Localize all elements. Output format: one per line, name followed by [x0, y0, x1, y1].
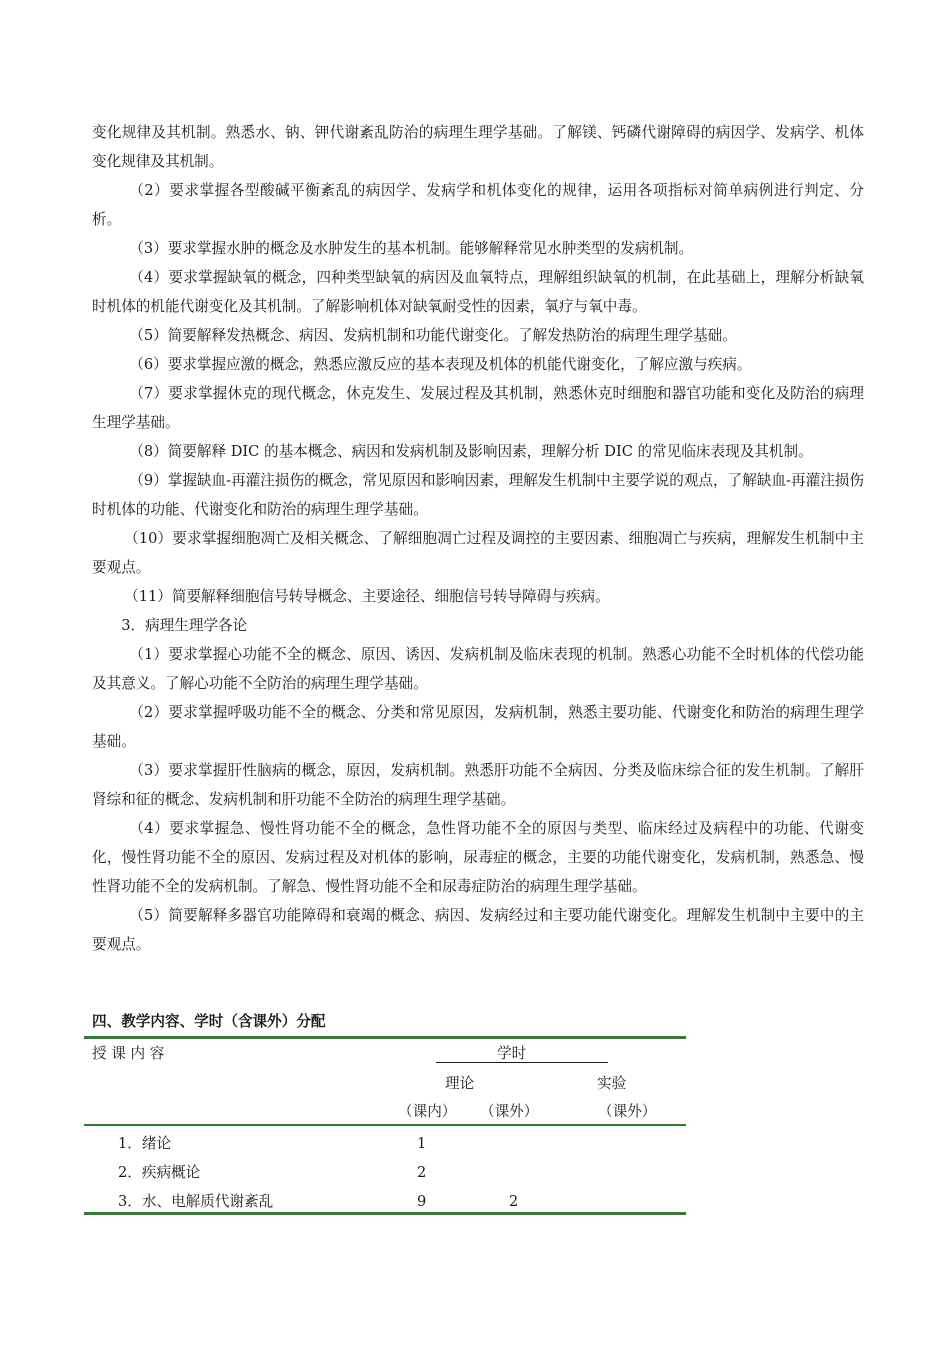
paragraph: （2）要求掌握呼吸功能不全的概念、分类和常见原因，发病机制，熟悉主要功能、代谢变化和防治的病理生理学基础。: [92, 704, 864, 750]
row-hours-in-class: 1: [417, 1135, 427, 1152]
header-theory: 理论: [445, 1075, 475, 1092]
header-lab-out-class: （课外）: [598, 1103, 657, 1120]
paragraph: （7）要求掌握休克的现代概念，休克发生、发展过程及其机制，熟悉休克时细胞和器官功能和变化及防治的病理生理学基础。: [92, 385, 864, 431]
paragraph: （2）要求掌握各型酸碱平衡紊乱的病因学、发病学和机体变化的规律，运用各项指标对简单病例进行判定、分析。: [92, 182, 864, 228]
table-header-rule: [84, 1124, 686, 1126]
table-bottom-rule: [84, 1212, 686, 1215]
row-hours-in-class: 9: [417, 1193, 427, 1210]
paragraph: （6）要求掌握应激的概念，熟悉应激反应的基本表现及机体的机能代谢变化，了解应激与疾病。: [129, 356, 752, 373]
row-hours-in-class: 2: [417, 1164, 427, 1181]
paragraph: （9）掌握缺血-再灌注损伤的概念，常见原因和影响因素，理解发生机制中主要学说的观点，了解缺血-再灌注损伤时机体的功能、代谢变化和防治的病理生理学基础。: [92, 472, 864, 518]
paragraph: （4）要求掌握急、慢性肾功能不全的概念，急性肾功能不全的原因与类型、临床经过及病程中的功能、代谢变化，慢性肾功能不全的原因、发病过程及对机体的影响，尿毒症的概念，主要的功能代谢变化，发病机制，熟悉急、慢性肾功能不全的发病机制。了解急、慢性肾功能不全和尿毒症防治的病理生理学基础。: [92, 820, 864, 895]
paragraph: （4）要求掌握缺氧的概念，四种类型缺氧的病因及血氧特点，理解组织缺氧的机制，在此基础上，理解分析缺氧时机体的机能代谢变化及其机制。了解影响机体对缺氧耐受性的因素，氧疗与氧中毒。: [92, 269, 864, 315]
paragraph: 3．病理生理学各论: [121, 617, 248, 634]
paragraph: （10）要求掌握细胞凋亡及相关概念、了解细胞凋亡过程及调控的主要因素、细胞凋亡与疾病，理解发生机制中主要观点。: [92, 530, 864, 576]
syllabus-body: [92, 118, 864, 959]
row-hours-out-class: 2: [509, 1193, 519, 1210]
paragraph: （5）简要解释发热概念、病因、发病机制和功能代谢变化。了解发热防治的病理生理学基础。: [129, 327, 737, 344]
header-lab: 实验: [597, 1075, 627, 1092]
header-in-class: （课内）: [398, 1103, 457, 1120]
header-out-class: （课外）: [480, 1103, 539, 1120]
row-label: 2．疾病概论: [118, 1164, 201, 1181]
paragraph: （3）要求掌握水肿的概念及水肿发生的基本机制。能够解释常见水肿类型的发病机制。: [129, 240, 694, 257]
header-content: 授 课 内 容: [92, 1045, 165, 1062]
paragraph: （3）要求掌握肝性脑病的概念，原因，发病机制。熟悉肝功能不全病因、分类及临床综合征的发生机制。了解肝肾综和征的概念、发病机制和肝功能不全防治的病理生理学基础。: [92, 762, 864, 808]
section-heading: 四、教学内容、学时（含课外）分配: [92, 1013, 326, 1030]
paragraph: （11）简要解释细胞信号转导概念、主要途径、细胞信号转导障碍与疾病。: [124, 588, 610, 605]
paragraph: （8）简要解释 DIC 的基本概念、病因和发病机制及影响因素，理解分析 DIC 的常见临床表现及其机制。: [129, 443, 813, 460]
table-top-rule: [84, 1036, 686, 1039]
paragraph: 变化规律及其机制。熟悉水、钠、钾代谢紊乱防治的病理生理学基础。了解镁、钙磷代谢障碍的病因学、发病学、机体变化规律及其机制。: [92, 124, 864, 170]
row-label: 1．绪论: [118, 1135, 172, 1152]
header-hours: 学时: [497, 1045, 527, 1062]
paragraph: （5）简要解释多器官功能障碍和衰竭的概念、病因、发病经过和主要功能代谢变化。理解发生机制中主要中的主要观点。: [92, 907, 864, 953]
hours-underline: [436, 1062, 608, 1063]
row-label: 3．水、电解质代谢紊乱: [118, 1193, 274, 1210]
paragraph: （1）要求掌握心功能不全的概念、原因、诱因、发病机制及临床表现的机制。熟悉心功能不全时机体的代偿功能及其意义。了解心功能不全防治的病理生理学基础。: [92, 646, 864, 692]
